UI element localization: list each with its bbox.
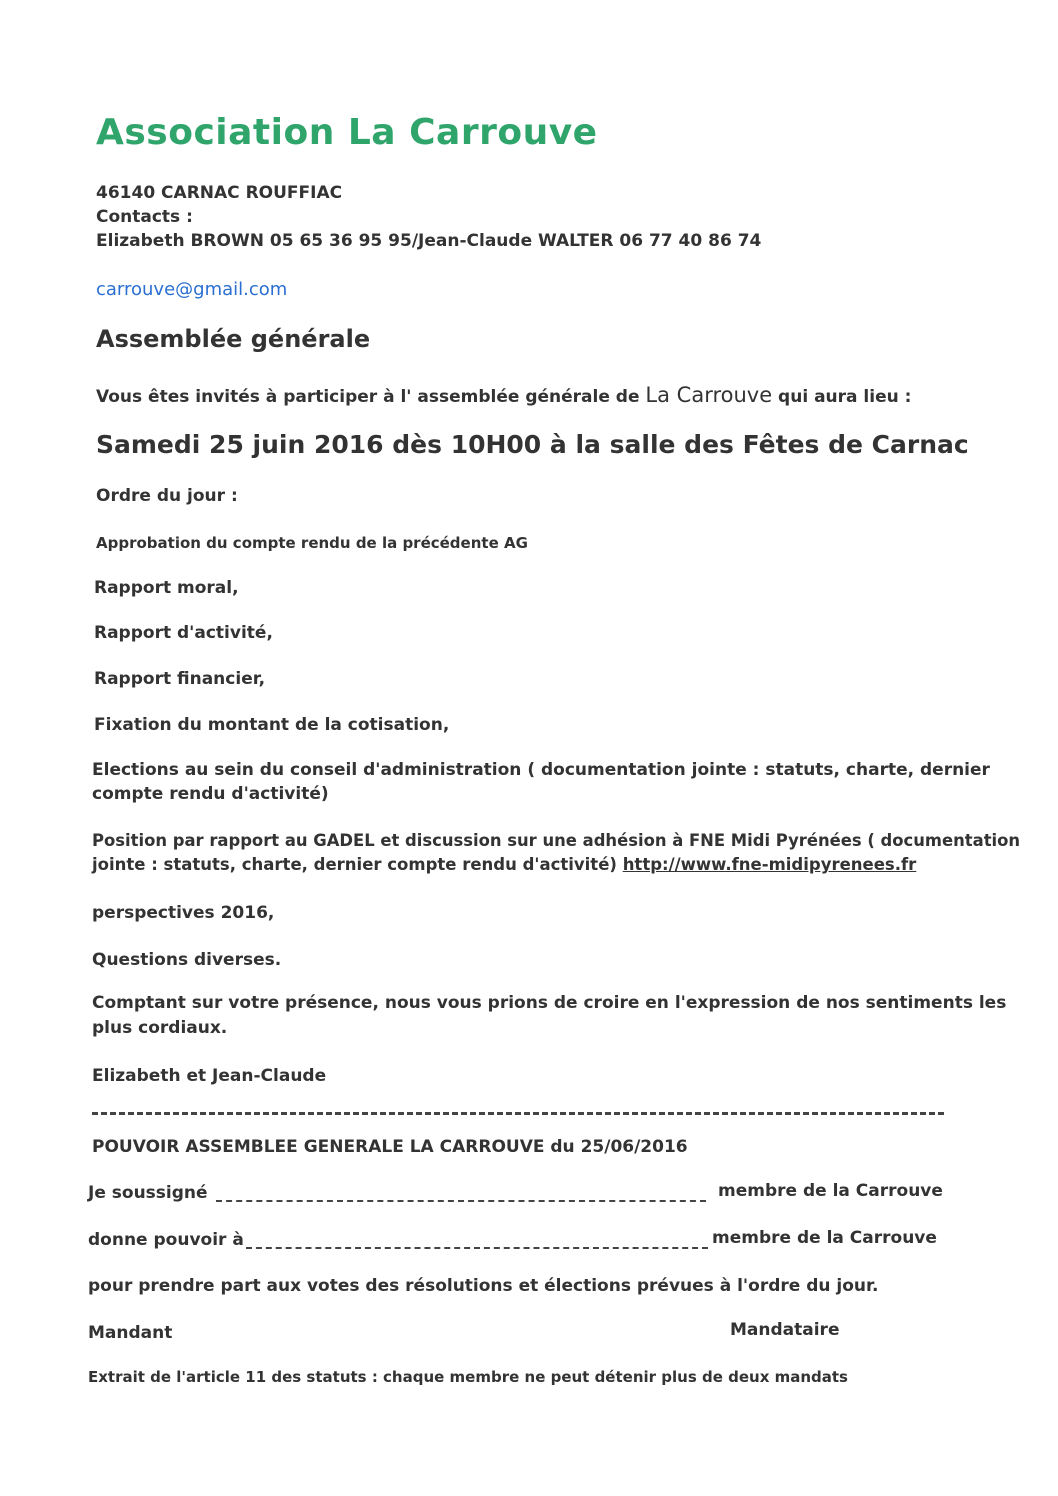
meeting-date-line: Samedi 25 juin 2016 dès 10H00 à la salle des Fêtes de Carnac <box>96 430 969 459</box>
agenda-item-approval: Approbation du compte rendu de la précédente AG <box>96 534 528 552</box>
agenda-item-position-line2 <box>92 856 916 875</box>
closing-line1: Comptant sur votre présence, nous vous prions de croire en l'expression de nos sentiments les <box>92 993 1007 1013</box>
agenda-item-perspectives: perspectives 2016, <box>92 903 275 923</box>
invitation-text-before: Vous êtes invités à participer à l' assemblée générale de <box>96 387 646 407</box>
contacts-label: Contacts : <box>96 207 193 227</box>
agenda-item-position-text: jointe : statuts, charte, dernier compte rendu d'activité) <box>92 855 623 874</box>
cut-line-divider <box>92 1112 944 1115</box>
fne-link[interactable]: http://www.fne-midipyrenees.fr <box>622 855 917 874</box>
agenda-item-financial-report: Rapport financier, <box>94 669 266 689</box>
proxy-purpose-line: pour prendre part aux votes des résolutions et élections prévues à l'ordre du jour. <box>88 1276 879 1296</box>
invitation-text-after: qui aura lieu : <box>772 387 912 407</box>
meeting-heading: Assemblée générale <box>96 325 371 353</box>
email-address: carrouve@gmail.com <box>96 279 288 300</box>
proxy-holder-name-field[interactable] <box>246 1247 708 1249</box>
closing-line2: plus cordiaux. <box>92 1018 228 1038</box>
agenda-item-questions: Questions diverses. <box>92 950 282 970</box>
proxy-give-power-label: donne pouvoir à <box>88 1230 244 1250</box>
association-title: Association La Carrouve <box>96 112 598 153</box>
agenda-item-moral-report: Rapport moral, <box>94 578 239 598</box>
signature: Elizabeth et Jean-Claude <box>92 1066 327 1086</box>
agenda-label: Ordre du jour : <box>96 486 238 506</box>
statutes-footnote: Extrait de l'article 11 des statuts : chaque membre ne peut détenir plus de deux mandats <box>88 1368 848 1386</box>
proxy-undersigned-label: Je soussigné <box>88 1183 208 1203</box>
postal-address: 46140 CARNAC ROUFFIAC <box>96 183 343 203</box>
agenda-item-elections-line1: Elections au sein du conseil d'administration ( documentation jointe : statuts, charte, dernier <box>92 760 990 780</box>
contacts-line: Elizabeth BROWN 05 65 36 95 95/Jean-Claude WALTER 06 77 40 86 74 <box>96 231 762 251</box>
proxy-member-label-2: membre de la Carrouve <box>712 1228 937 1248</box>
proxy-member-label-1: membre de la Carrouve <box>718 1181 943 1201</box>
proxy-title: POUVOIR ASSEMBLEE GENERALE LA CARROUVE du 25/06/2016 <box>92 1137 688 1157</box>
mandant-label: Mandant <box>88 1323 173 1343</box>
agenda-item-activity-report: Rapport d'activité, <box>94 623 273 643</box>
agenda-item-position-line1: Position par rapport au GADEL et discussion sur une adhésion à FNE Midi Pyrénées ( documentation <box>92 831 1021 850</box>
invitation-line <box>96 383 911 408</box>
mandataire-label: Mandataire <box>730 1320 840 1340</box>
undersigned-name-field[interactable] <box>216 1200 706 1202</box>
agenda-item-elections-line2: compte rendu d'activité) <box>92 784 329 804</box>
invitation-brand: La Carrouve <box>645 383 773 407</box>
agenda-item-fee: Fixation du montant de la cotisation, <box>94 715 450 735</box>
